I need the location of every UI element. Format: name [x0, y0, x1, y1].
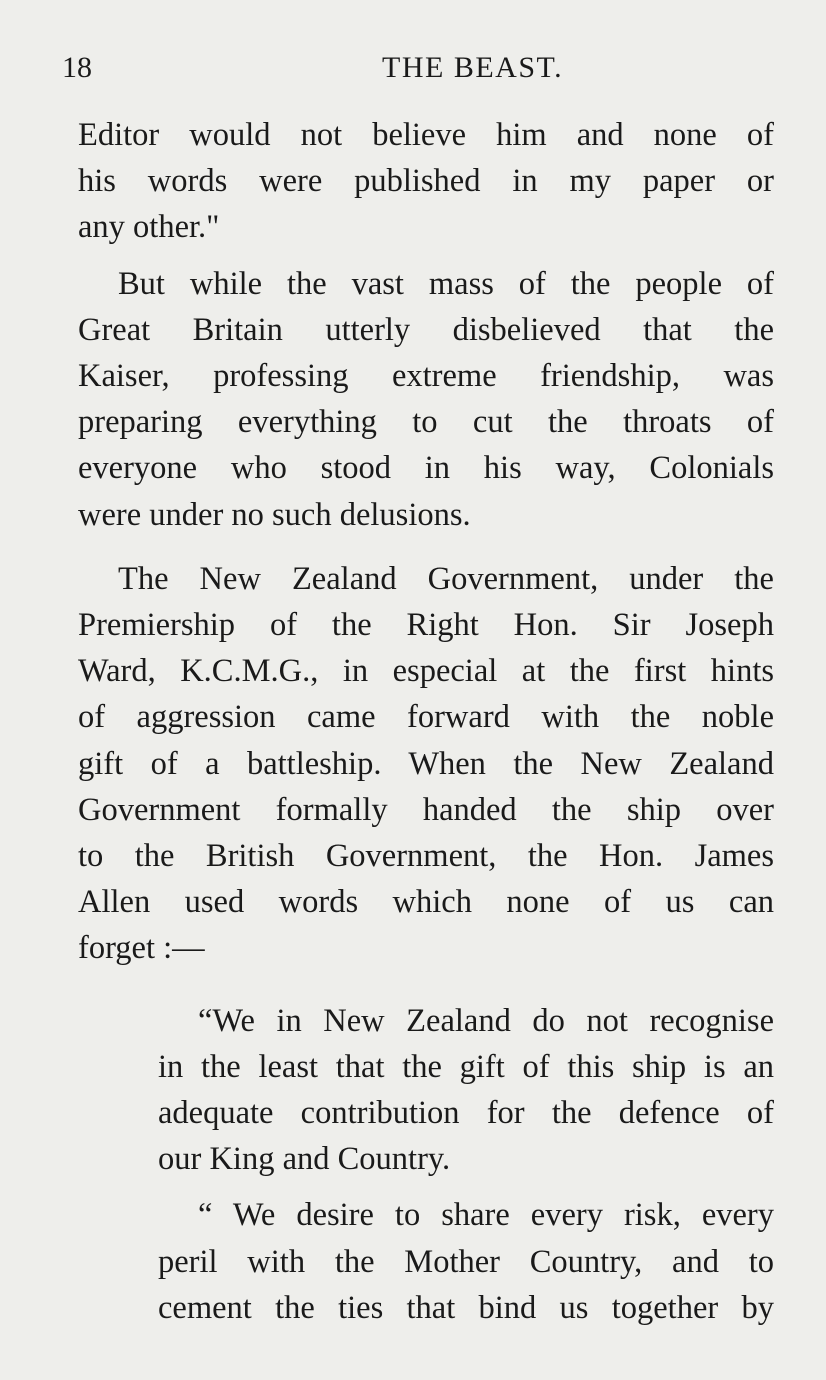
text-line: gift of a battleship. When the New Zealand: [78, 745, 774, 782]
text-line: our King and Country.: [158, 1141, 451, 1178]
text-line: were under no such delusions.: [78, 496, 471, 533]
paragraph-2: [78, 261, 774, 538]
text-line: peril with the Mother Country, and to: [158, 1243, 774, 1280]
body-text: [78, 112, 774, 1331]
text-line: preparing everything to cut the throats of: [78, 404, 774, 441]
text-line: any other.": [78, 209, 220, 246]
text-line: “We in New Zealand do not recognise: [198, 1002, 774, 1039]
text-line: Great Britain utterly disbelieved that the: [78, 311, 774, 348]
text-line: Allen used words which none of us can: [78, 884, 774, 921]
paragraph-1: [78, 112, 774, 251]
running-head: [62, 48, 772, 88]
running-title: THE BEAST.: [382, 51, 564, 84]
text-line: to the British Government, the Hon. James: [78, 838, 774, 875]
paragraph-3: [78, 556, 774, 972]
text-line: his words were published in my paper or: [78, 163, 774, 200]
text-line: forget :—: [78, 930, 205, 967]
text-line: cement the ties that bind us together by: [158, 1289, 774, 1326]
text-line: everyone who stood in his way, Colonials: [78, 450, 774, 487]
text-line: adequate contribution for the defence of: [158, 1095, 774, 1132]
text-line: Editor would not believe him and none of: [78, 117, 774, 153]
block-quote-2: [158, 1192, 774, 1331]
text-line: But while the vast mass of the people of: [118, 265, 774, 302]
text-line: “ We desire to share every risk, every: [198, 1197, 774, 1234]
text-line: in the least that the gift of this ship is an: [158, 1048, 774, 1085]
page-number: 18: [62, 51, 92, 84]
text-line: Kaiser, professing extreme friendship, was: [78, 358, 774, 395]
text-line: of aggression came forward with the noble: [78, 699, 774, 736]
text-line: Ward, K.C.M.G., in especial at the first hints: [78, 653, 774, 690]
text-line: Premiership of the Right Hon. Sir Joseph: [78, 607, 774, 644]
block-quote-1: [158, 998, 774, 1183]
text-line: The New Zealand Government, under the: [118, 560, 774, 597]
text-line: Government formally handed the ship over: [78, 791, 774, 828]
